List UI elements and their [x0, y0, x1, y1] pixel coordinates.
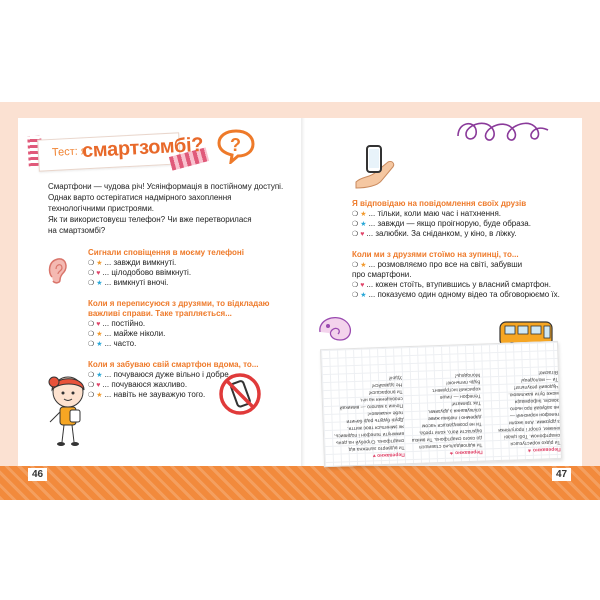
- paisley-decoration: [314, 312, 358, 344]
- radio-icon[interactable]: ❍: [88, 392, 95, 399]
- footer-band: [0, 466, 600, 500]
- option-label: ... кожен стоїть, втупившись у власний смартфон.: [366, 280, 551, 289]
- question-4-heading: Я відповідаю на повідомлення своїх друзів: [352, 199, 527, 208]
- answer-line: Телефон — лише: [439, 392, 481, 401]
- answer-line: може бути важливою.: [508, 389, 559, 398]
- radio-icon[interactable]: ❍: [352, 282, 359, 289]
- star-icon: ★: [96, 331, 103, 338]
- answer-line: Вітаємо!: [538, 368, 559, 376]
- answer-column: [325, 353, 405, 460]
- question-4-option[interactable]: [352, 229, 516, 240]
- option-label: ... постійно.: [102, 319, 146, 328]
- option-label: про смартфони.: [352, 270, 412, 279]
- radio-icon[interactable]: ❍: [88, 341, 95, 348]
- title-prefix: Тест: я: [51, 145, 88, 159]
- answer-line: Будь пильною!: [446, 378, 481, 386]
- answer-line: спілкування з друзями.: [427, 406, 482, 415]
- answer-line: Чудовий результат!: [513, 382, 559, 391]
- star-icon: ★: [360, 211, 367, 218]
- option-label: ... цілодобово ввімкнуті.: [102, 268, 192, 277]
- radio-icon[interactable]: ❍: [88, 331, 95, 338]
- option-label: ... навіть не зауважую того.: [104, 390, 206, 399]
- answer-column: [481, 348, 561, 455]
- answer-column: [403, 351, 483, 458]
- intro-line: на смартзомбі?: [48, 226, 106, 235]
- question-5-heading: Коли ми з друзями стоїмо на зупинці, то...: [352, 250, 519, 259]
- answer-line: Молодець!: [454, 371, 481, 379]
- option-label: ... показуємо один одному відео та обговорюємо їх.: [368, 290, 560, 299]
- option-label: ... почуваюся жахливо.: [102, 380, 188, 389]
- answer-line: з друзями. Але інколи: [508, 417, 560, 426]
- question-1-option[interactable]: [88, 278, 168, 289]
- question-5-option-continuation: [352, 270, 411, 280]
- intro-line: Смартфони — чудова річ! Усяінформація в постійному доступі.: [48, 182, 284, 191]
- radio-icon[interactable]: ❍: [88, 270, 95, 277]
- page-number-right: 47: [552, 468, 571, 481]
- heart-icon: ♥: [96, 321, 101, 328]
- answer-line: телефон корисний —: [509, 410, 560, 419]
- swirl-decoration: [454, 112, 554, 150]
- answer-line: Друзі будуть раді бачити: [346, 416, 404, 425]
- ear-icon: [46, 255, 70, 285]
- answer-line: до свого смартфона. Ти вмієш: [411, 434, 483, 444]
- option-label: ... залюбки. За сніданком, у кіно, в ліжку.: [366, 229, 517, 238]
- answer-line: сповіщення на ніч.: [359, 395, 403, 403]
- star-icon: ★: [360, 292, 367, 299]
- star-icon: ★: [96, 341, 103, 348]
- answer-line: Ти не розкидаєшся часом: [421, 420, 482, 429]
- no-phone-icon: [218, 372, 262, 416]
- answer-line: зовсім. Інформація: [514, 396, 560, 405]
- answer-line: не забувай про нього: [509, 403, 560, 412]
- intro-line: технологічними пристроями.: [48, 204, 155, 213]
- star-icon: ★: [96, 392, 103, 399]
- radio-icon[interactable]: ❍: [352, 211, 359, 218]
- question-5-option[interactable]: [352, 290, 560, 301]
- question-1-heading: Сигнали сповіщення в моєму телефоні: [88, 248, 244, 257]
- page-number-left: 46: [28, 468, 47, 481]
- answer-line: книжки, спорт і прогулянки: [498, 424, 561, 434]
- answer-line: Удачі!: [388, 374, 403, 381]
- answer-heading: Переважно ★: [449, 448, 483, 456]
- intro-text: [48, 181, 284, 236]
- answer-line: корисний інструмент.: [431, 385, 481, 394]
- answer-line: як зміниться твоє життя.: [347, 423, 404, 432]
- answer-line: тебе «наживо»!: [367, 409, 404, 417]
- star-icon: ★: [96, 372, 103, 379]
- answer-line: Ти відверто залежна від: [348, 444, 405, 453]
- answer-line: вимкнути телефон і подивись,: [334, 430, 405, 439]
- svg-text:?: ?: [230, 135, 241, 155]
- option-label: ... часто.: [104, 339, 137, 348]
- answer-line: Ти рідко користуєшся: [510, 438, 561, 447]
- intro-line: Як ти використовуєш телефон? Чи вже перетворилася: [48, 215, 252, 224]
- page-title: смартзомбі?: [81, 133, 204, 163]
- radio-icon[interactable]: ❍: [88, 321, 95, 328]
- answer-line: Ти впораєшся!: [368, 388, 403, 396]
- option-label: ... розмовляємо про все на світі, забувши: [368, 260, 523, 269]
- answer-line: Ти — молодець!: [520, 375, 559, 384]
- radio-icon[interactable]: ❍: [88, 382, 95, 389]
- star-icon: ★: [96, 260, 103, 267]
- heart-icon: ♥: [96, 270, 101, 277]
- radio-icon[interactable]: ❍: [88, 372, 95, 379]
- answer-line: Так тримати!: [451, 399, 482, 407]
- option-label: ... вимкнуті вночі.: [104, 278, 169, 287]
- heart-icon: ♥: [360, 231, 365, 238]
- heart-icon: ♥: [96, 382, 101, 389]
- option-label: ... тільки, коли маю час і натхнення.: [368, 209, 501, 218]
- answer-line: даремно і любиш живе: [428, 413, 482, 422]
- hand-phone-icon: [352, 142, 400, 190]
- option-label: ... майже ніколи.: [104, 329, 166, 338]
- question-2-heading: важливі справи. Таке трапляється...: [88, 309, 232, 318]
- question-2-heading: Коли я переписуюся з друзями, то відкладаю: [88, 299, 270, 308]
- answer-line: смартфоном. Тобі цікаві: [504, 431, 561, 440]
- radio-icon[interactable]: ❍: [352, 221, 359, 228]
- option-label: ... завжди вимкнуті.: [104, 258, 177, 267]
- girl-illustration: [40, 370, 96, 452]
- answer-line: Ти відповідально ставишся: [419, 441, 483, 450]
- intro-line: Однак варто остерігатися надмірного захоплення: [48, 193, 232, 202]
- radio-icon[interactable]: ❍: [352, 292, 359, 299]
- radio-icon[interactable]: ❍: [352, 262, 359, 269]
- answer-line: відкласти його, коли треба.: [418, 427, 483, 436]
- page-gutter: [301, 118, 305, 466]
- star-icon: ★: [360, 262, 367, 269]
- answer-heading: Переважно ★: [527, 445, 561, 454]
- radio-icon[interactable]: ❍: [352, 231, 359, 238]
- speech-bubble-question-icon: [216, 128, 256, 164]
- star-icon: ★: [360, 221, 367, 228]
- answer-heading: Переважно ♥: [372, 451, 405, 459]
- question-2-option[interactable]: [88, 339, 136, 350]
- question-3-option[interactable]: [88, 390, 205, 401]
- heart-icon: ♥: [360, 282, 365, 289]
- radio-icon[interactable]: ❍: [88, 280, 95, 287]
- question-3-heading: Коли я забуваю свій смартфон вдома, то...: [88, 360, 259, 369]
- option-label: ... завжди — якщо проігнорую, буде образа.: [368, 219, 531, 228]
- answer-line: смартфона. Спробуй на день: [335, 437, 405, 446]
- option-label: ... почуваюся дуже вільно і добре.: [104, 370, 231, 379]
- answer-line: Почни з малого — вимикай: [339, 402, 404, 411]
- answers-card: [320, 341, 562, 467]
- radio-icon[interactable]: ❍: [88, 260, 95, 267]
- answer-line: Не здавайся!: [371, 381, 403, 389]
- star-icon: ★: [96, 280, 103, 287]
